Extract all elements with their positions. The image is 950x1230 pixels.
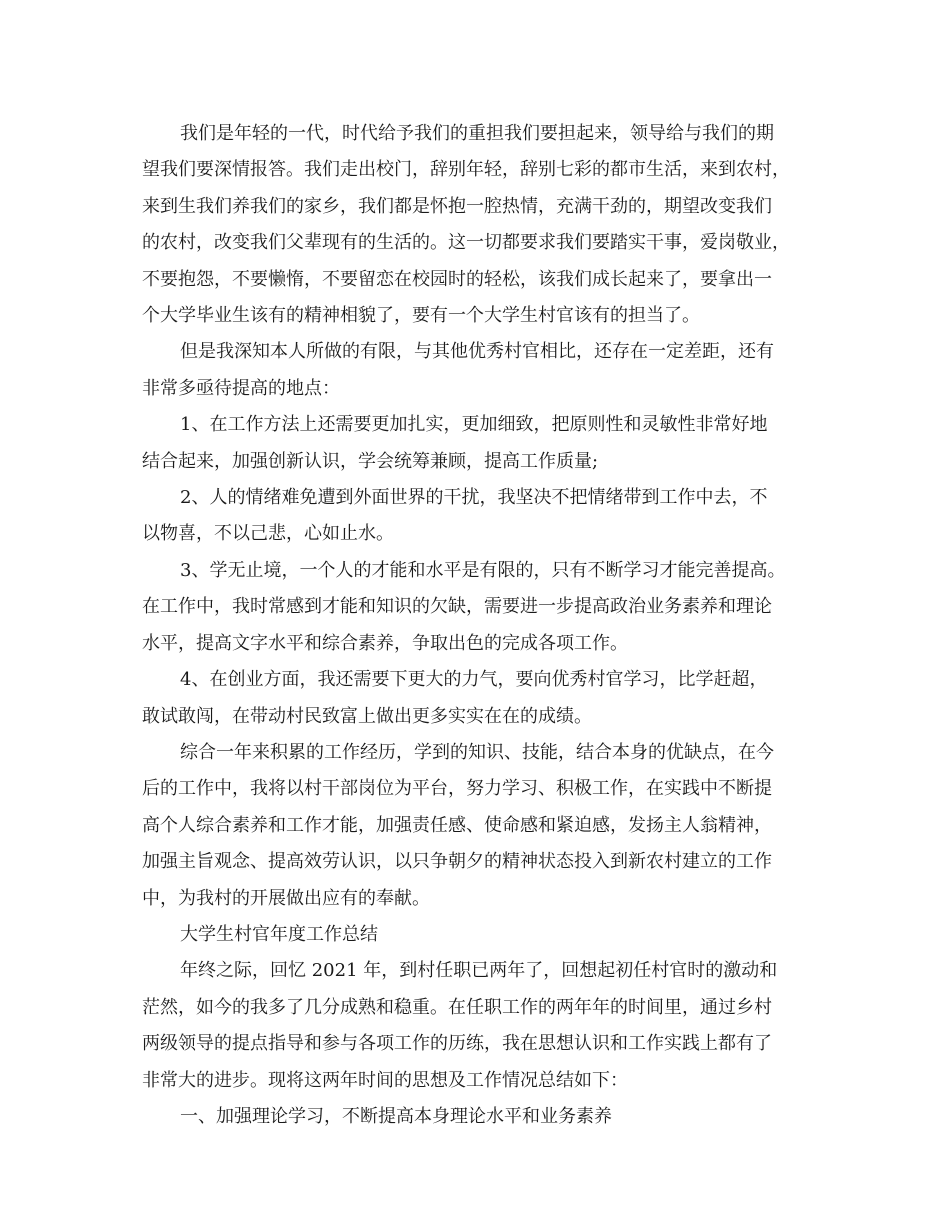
paragraph-summary <box>142 735 818 917</box>
document-body <box>142 116 818 1135</box>
text-line: 以物喜，不以己悲，心如止水。 <box>142 523 394 545</box>
text-line: 两级领导的提点指导和参与各项工作的历练，我在思想认识和工作实践上都有了 <box>142 1033 772 1055</box>
text-line: 2、人的情绪难免遭到外面世界的干扰，我坚决不把情绪带到工作中去，不 <box>180 487 768 509</box>
text-line: 来到生我们养我们的家乡，我们都是怀抱一腔热情，充满干劲的，期望改变我们 <box>142 195 772 217</box>
text-line: 后的工作中，我将以村干部岗位为平台，努力学习、积极工作，在实践中不断提 <box>142 778 772 800</box>
text-line: 不要抱怨，不要懒惰，不要留恋在校园时的轻松，该我们成长起来了，要拿出一 <box>142 268 772 290</box>
text-line: 加强主旨观念、提高效劳认识，以只争朝夕的精神状态投入到新农村建立的工作 <box>142 851 772 873</box>
paragraph-item-4 <box>142 662 818 735</box>
subsection-heading-1 <box>142 1099 818 1135</box>
text-line: 敢试敢闯，在带动村民致富上做出更多实实在在的成绩。 <box>142 705 592 727</box>
text-line: 年终之际，回忆 2021 年，到村任职已两年了，回想起初任村官时的激动和 <box>180 960 778 982</box>
text-line: 综合一年来积累的工作经历，学到的知识、技能，结合本身的优缺点，在今 <box>180 741 774 763</box>
section-title <box>142 917 818 953</box>
paragraph-youth-responsibility <box>142 116 818 334</box>
text-line: 水平，提高文字水平和综合素养，争取出色的完成各项工作。 <box>142 632 628 654</box>
paragraph-item-3 <box>142 553 818 662</box>
paragraph-shortcomings <box>142 334 818 407</box>
text-line: 3、学无止境，一个人的才能和水平是有限的，只有不断学习才能完善提高。 <box>180 559 786 581</box>
text-line: 4、在创业方面，我还需要下更大的力气，要向优秀村官学习，比学赶超， <box>180 669 768 691</box>
text-line: 非常大的进步。现将这两年时间的思想及工作情况总结如下： <box>142 1069 628 1091</box>
text-line: 一、加强理论学习，不断提高本身理论水平和业务素养 <box>180 1105 612 1127</box>
text-line: 大学生村官年度工作总结 <box>180 923 378 945</box>
text-line: 的农村，改变我们父辈现有的生活的。这一切都要求我们要踏实干事，爱岗敬业， <box>142 232 790 254</box>
text-line: 我们是年轻的一代，时代给予我们的重担我们要担起来，领导给与我们的期 <box>180 123 774 144</box>
text-line: 在工作中，我时常感到才能和知识的欠缺，需要进一步提高政治业务素养和理论 <box>142 596 772 618</box>
text-line: 望我们要深情报答。我们走出校门，辞别年轻，辞别七彩的都市生活，来到农村， <box>142 159 790 181</box>
text-line: 高个人综合素养和工作才能，加强责任感、使命感和紧迫感，发扬主人翁精神， <box>142 814 772 836</box>
text-line: 结合起来，加强创新认识，学会统筹兼顾，提高工作质量; <box>142 450 599 472</box>
paragraph-item-1 <box>142 407 818 480</box>
paragraph-year-end-intro <box>142 953 818 1099</box>
text-line: 非常多亟待提高的地点： <box>142 377 340 399</box>
text-line: 中，为我村的开展做出应有的奉献。 <box>142 887 430 909</box>
text-line: 个大学毕业生该有的精神相貌了，要有一个大学生村官该有的担当了。 <box>142 305 700 327</box>
text-line: 1、在工作方法上还需要更加扎实，更加细致，把原则性和灵敏性非常好地 <box>180 414 768 436</box>
paragraph-item-2 <box>142 480 818 553</box>
text-line: 但是我深知本人所做的有限，与其他优秀村官相比，还存在一定差距，还有 <box>180 341 774 363</box>
text-line: 茫然，如今的我多了几分成熟和稳重。在任职工作的两年年的时间里，通过乡村 <box>142 996 772 1018</box>
